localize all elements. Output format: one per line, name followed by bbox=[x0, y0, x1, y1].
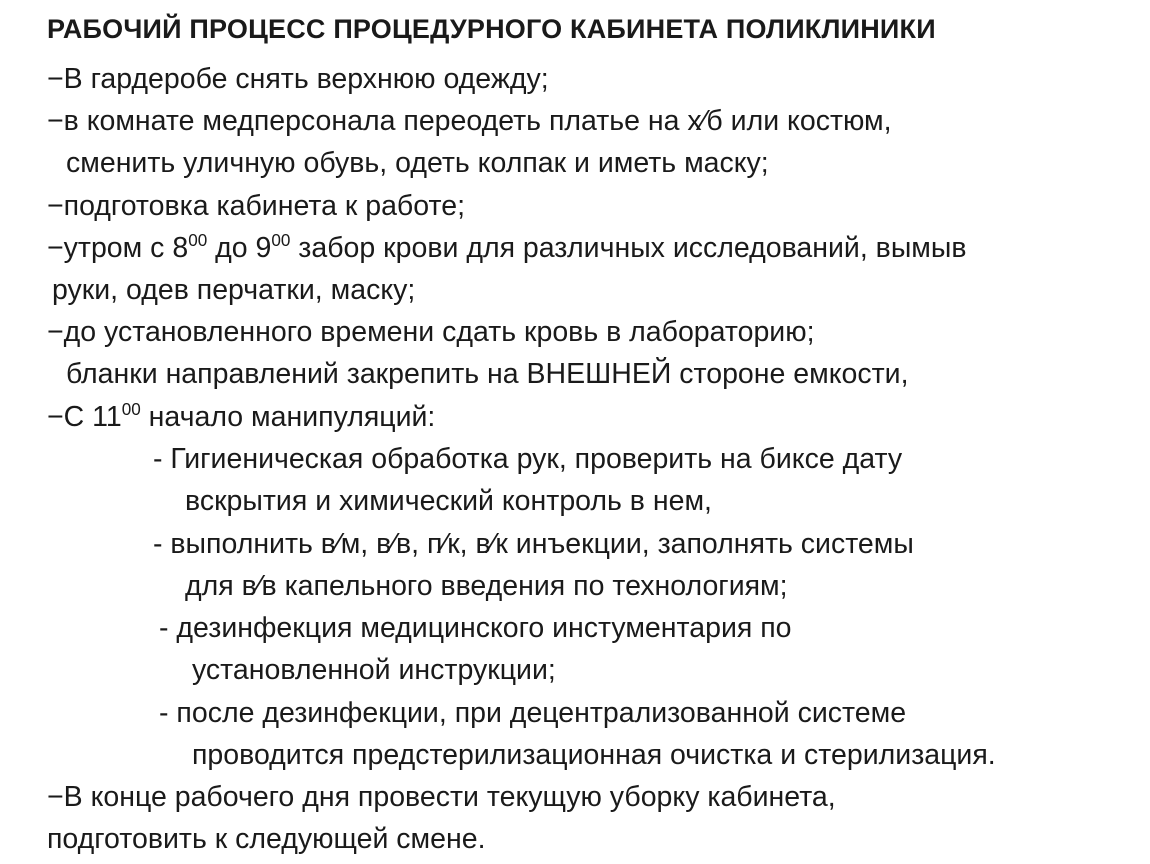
text-line: −до установленного времени сдать кровь в лабораторию; bbox=[47, 316, 815, 348]
text-line: подготовить к следующей смене. bbox=[47, 823, 486, 855]
text-line: бланки направлений закрепить на ВНЕШНЕЙ стороне емкости, bbox=[66, 358, 909, 390]
text-line: для в⁄в капельного введения по технологиям; bbox=[185, 570, 788, 602]
text-line: руки, одев перчатки, маску; bbox=[52, 274, 416, 306]
text-line: проводится предстерилизационная очистка и стерилизация. bbox=[192, 739, 996, 771]
text-line: установленной инструкции; bbox=[192, 654, 556, 686]
text-line: - после дезинфекции, при децентрализованной системе bbox=[159, 697, 907, 729]
text-line: - дезинфекция медицинского инстументария по bbox=[159, 612, 792, 644]
text-line: вскрытия и химический контроль в нем, bbox=[185, 485, 712, 517]
text-line: −В конце рабочего дня провести текущую уборку кабинета, bbox=[47, 781, 836, 813]
text-line: −подготовка кабинета к работе; bbox=[47, 190, 465, 222]
text-line: сменить уличную обувь, одеть колпак и иметь маску; bbox=[66, 147, 769, 179]
text-line: −в комнате медперсонала переодеть платье на х⁄б или костюм, bbox=[47, 105, 892, 137]
slide-title: РАБОЧИЙ ПРОЦЕСС ПРОЦЕДУРНОГО КАБИНЕТА ПОЛИКЛИНИКИ bbox=[47, 14, 936, 44]
text-line: - выполнить в⁄м, в⁄в, п⁄к, в⁄к инъекции, заполнять системы bbox=[153, 528, 914, 560]
text-line: - Гигиеническая обработка рук, проверить на биксе дату bbox=[153, 443, 903, 475]
text-line: −С $11^{00}$ начало манипуляций: bbox=[47, 400, 436, 433]
text-line: −В гардеробе снять верхнюю одежду; bbox=[47, 63, 549, 95]
text-line: −утром с $8^{00}$ до $9^{00}$ забор крови для различных исследований, вымыв bbox=[47, 231, 967, 264]
